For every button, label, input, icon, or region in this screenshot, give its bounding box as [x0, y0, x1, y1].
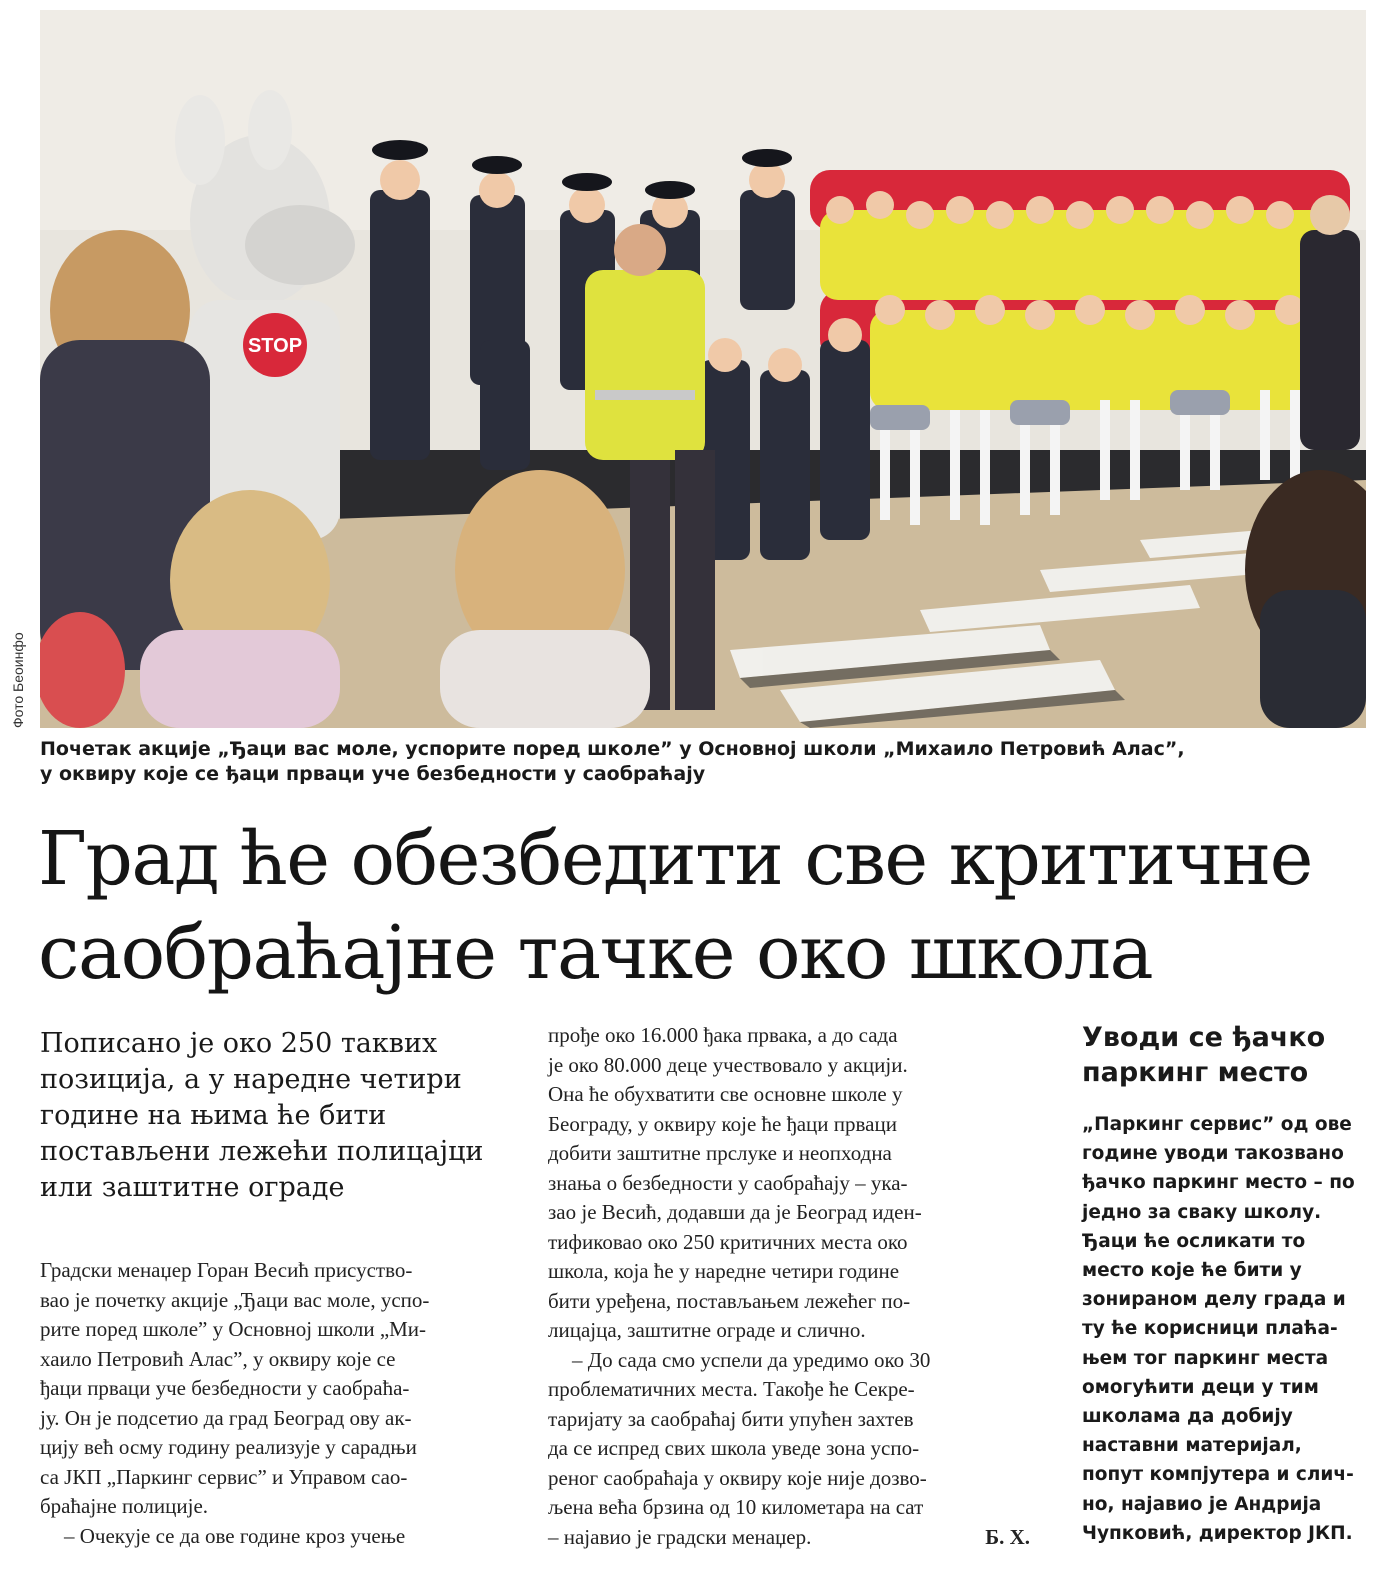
sidebar-line: њем тог паркинг места: [1082, 1347, 1329, 1369]
body-line: браћајне полиције.: [40, 1494, 209, 1518]
body-line: ју. Он је подсетио да град Београд ову ак-: [40, 1405, 412, 1430]
body-line: да се испред свих школа уведе зона успо-: [548, 1436, 920, 1460]
body-line: са ЈКП „Паркинг сервис” и Управом сао-: [40, 1464, 408, 1489]
body-line: – До сада смо успели да уредимо око 30: [572, 1347, 931, 1372]
body-line: цију већ осму годину реализује у сарадњи: [40, 1435, 417, 1459]
deck-line: постављени лежећи полицајци: [40, 1136, 484, 1167]
sidebar-title: [1082, 1020, 1372, 1090]
body-line: бити уређена, постављањем лежећег по-: [548, 1288, 911, 1313]
deck-line: године на њима ће бити: [40, 1100, 387, 1131]
body-line: рите поред школе” у Основној школи „Ми-: [40, 1317, 427, 1341]
sidebar-line: наставни материјал,: [1082, 1435, 1302, 1457]
caption-line: Почетак акције „Ђаци вас моле, успорите поред школе” у Основној школи „Михаило Петровић Алас”,: [40, 738, 1185, 760]
caption-line: у оквиру које се ђаци прваци уче безбедности у саобраћају: [40, 763, 706, 785]
body-line-last: [548, 1523, 1030, 1553]
deck-line: Пописано је око 250 таквих: [40, 1028, 438, 1059]
article-headline: [38, 812, 1368, 1000]
body-line: добити заштитне прслуке и неопходна: [548, 1141, 892, 1165]
body-line: прође око 16.000 ђака првака, а до сада: [548, 1023, 898, 1047]
sidebar-line: попут компјутера и слич-: [1082, 1464, 1354, 1486]
body-line: вао је почетку акције „Ђаци вас моле, успо-: [40, 1287, 430, 1312]
teacher: [1300, 195, 1360, 450]
headline-line: Град ће обезбедити све критичне: [38, 816, 1312, 902]
deck-line: или заштитне ограде: [40, 1172, 345, 1203]
body-line: је око 80.000 деце учествовало у акцији.: [548, 1052, 908, 1077]
body-line: ђаци прваци уче безбедности у саобраћа-: [40, 1376, 410, 1400]
body-line: знања о безбедности у саобраћају – ука-: [548, 1170, 908, 1195]
sidebar-title-line: паркинг место: [1082, 1057, 1309, 1088]
body-line: реног саобраћаја у оквиру које није дозво-: [548, 1465, 927, 1490]
sidebar-line: Ђаци ће осликати то: [1082, 1230, 1306, 1252]
body-line: школа, која ће у наредне четири године: [548, 1259, 900, 1283]
body-line: Београду, у оквиру које ће ђаци прваци: [548, 1111, 897, 1136]
photo-caption: [40, 737, 1360, 787]
sidebar-line: школама да добију: [1082, 1406, 1293, 1428]
author-signature: Б. Х.: [985, 1524, 1030, 1549]
body-line: проблематичних места. Такође ће Секре-: [548, 1377, 915, 1401]
body-column-1: [40, 1256, 520, 1551]
sidebar-line: место које ће бити у: [1082, 1260, 1302, 1282]
body-column-2: [548, 1021, 1030, 1552]
article-deck: [40, 1026, 520, 1206]
sidebar-line: ту ће корисници плаћа-: [1082, 1318, 1338, 1340]
sidebar-line: године уводи такозвано: [1082, 1143, 1344, 1165]
body-line: – најавио је градски менаџер.: [548, 1524, 812, 1549]
sidebar-line: ђачко паркинг место – по: [1082, 1172, 1355, 1194]
sidebar-title-line: Уводи се ђачко: [1082, 1022, 1326, 1053]
body-line: хаило Петровић Алас”, у оквиру које се: [40, 1346, 396, 1371]
body-line: тификовао око 250 критичних места око: [548, 1229, 908, 1254]
body-line: лицајца, заштитне ограде и слично.: [548, 1318, 866, 1342]
deck-line: позиција, а у наредне четири: [40, 1064, 462, 1095]
sidebar-body: [1082, 1110, 1372, 1548]
body-line: Она ће обухватити све основне школе у: [548, 1082, 903, 1106]
stop-sign-text: STOP: [247, 335, 303, 357]
body-line: – Очекује се да ове године кроз учење: [64, 1523, 406, 1548]
sidebar-line: једно за сваку школу.: [1082, 1201, 1322, 1223]
sidebar-line: зонираном делу града и: [1082, 1289, 1346, 1311]
photo-illustration: [40, 10, 1366, 728]
sidebar-line: „Паркинг сервис” од ове: [1082, 1114, 1352, 1135]
photo-credit: Фото Беоинфо: [10, 632, 26, 728]
body-line: љена већа брзина од 10 километара на сат: [548, 1495, 924, 1519]
body-line: таријату за саобраћај бити упућен захтев: [548, 1406, 914, 1431]
sidebar-line: омогућити деци у тим: [1082, 1376, 1319, 1398]
sidebar-line: но, најавио је Андрија: [1082, 1493, 1322, 1515]
sidebar-line: Чупковић, директор ЈКП.: [1082, 1522, 1353, 1544]
body-line: Градски менаџер Горан Весић присуство-: [40, 1258, 413, 1282]
headline-line: саобраћајне тачке око школа: [38, 910, 1153, 996]
body-line: зао је Весић, додавши да је Београд иден-: [548, 1200, 922, 1224]
article-photo: [40, 10, 1366, 728]
